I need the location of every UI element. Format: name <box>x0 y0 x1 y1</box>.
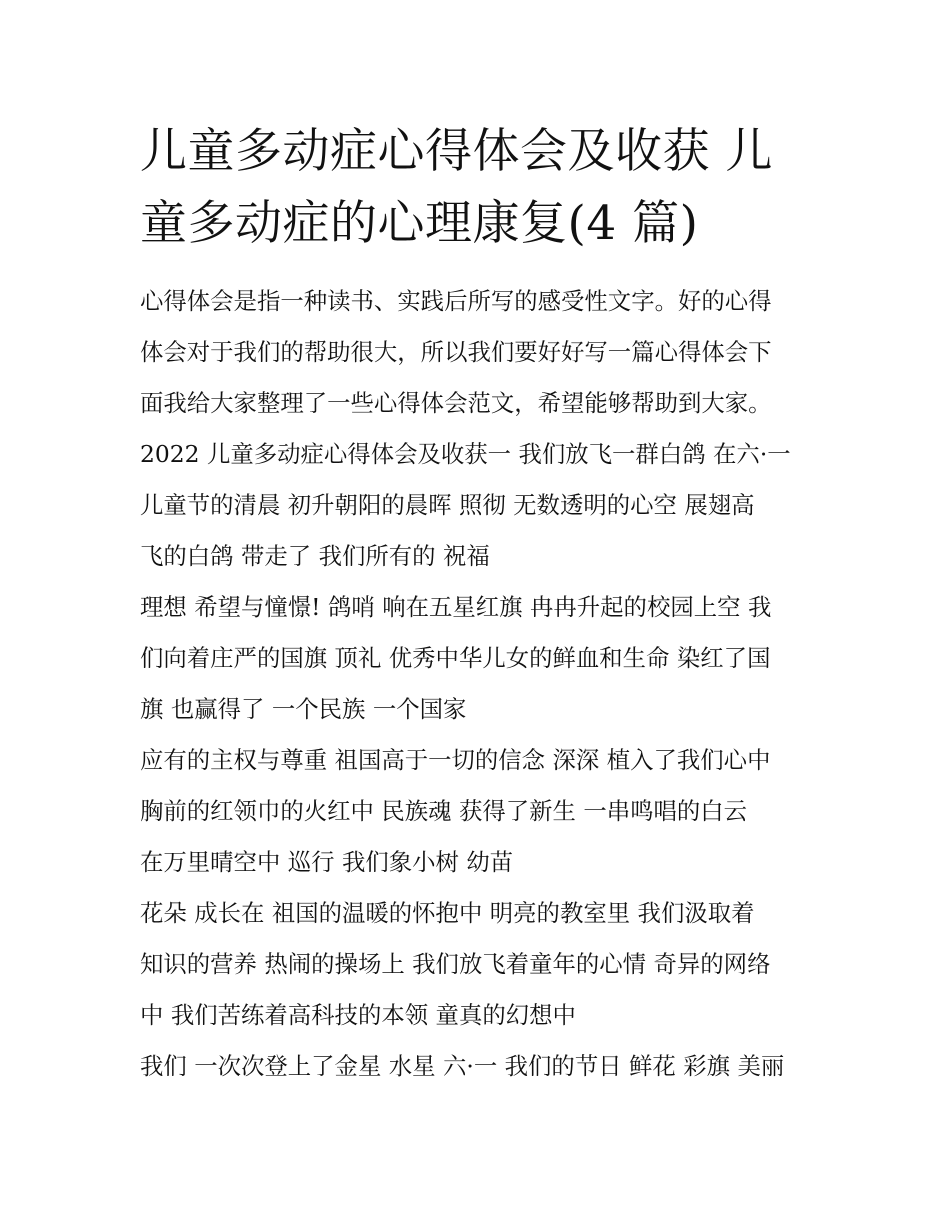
body-line: 飞的白鸽 带走了 我们所有的 祝福 <box>140 542 490 570</box>
body-line: 面我给大家整理了一些心得体会范文，希望能够帮助到大家。 <box>140 389 772 417</box>
body-line: 儿童节的清晨 初升朝阳的晨晖 照彻 无数透明的心空 展翅高 <box>140 491 755 519</box>
body-line: 心得体会是指一种读书、实践后所写的感受性文字。好的心得 <box>140 287 772 315</box>
body-line: 知识的营养 热闹的操场上 我们放飞着童年的心情 奇异的网络 <box>140 950 771 978</box>
body-line: 中 我们苦练着高科技的本领 童真的幻想中 <box>140 1001 576 1029</box>
body-line: 理想 希望与憧憬! 鸽哨 响在五星红旗 冉冉升起的校园上空 我 <box>140 593 772 621</box>
body-line: 花朵 成长在 祖国的温暖的怀抱中 明亮的教室里 我们汲取着 <box>140 899 755 927</box>
document-title <box>140 116 820 260</box>
body-line: 体会对于我们的帮助很大，所以我们要好好写一篇心得体会下 <box>140 338 772 366</box>
body-line: 我们 一次次登上了金星 水星 六·一 我们的节日 鲜花 彩旗 美丽 <box>140 1052 785 1080</box>
title-line: 儿童多动症心得体会及收获 儿 <box>140 124 773 179</box>
title-line: 童多动症的心理康复(4 篇) <box>140 196 699 251</box>
body-line: 应有的主权与尊重 祖国高于一切的信念 深深 植入了我们心中 <box>140 746 771 774</box>
body-line: 胸前的红领巾的火红中 民族魂 获得了新生 一串鸣唱的白云 <box>140 797 748 825</box>
document-body <box>140 276 830 1092</box>
body-line: 旗 也赢得了 一个民族 一个国家 <box>140 695 467 723</box>
body-line: 们向着庄严的国旗 顶礼 优秀中华儿女的鲜血和生命 染红了国 <box>140 644 771 672</box>
body-line: 2022 儿童多动症心得体会及收获一 我们放飞一群白鸽 在六·一 <box>140 440 791 468</box>
body-line: 在万里晴空中 巡行 我们象小树 幼苗 <box>140 848 514 876</box>
